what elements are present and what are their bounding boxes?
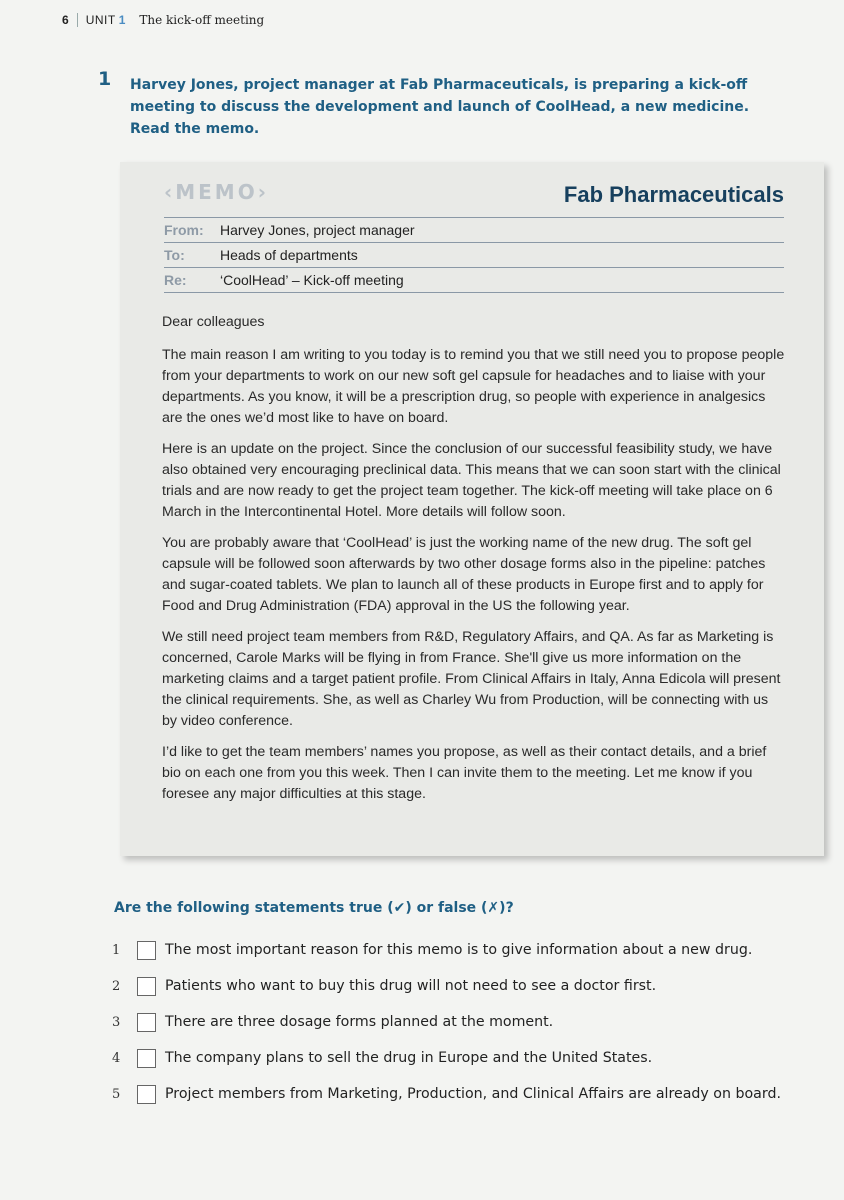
statement-text: There are three dosage forms planned at the moment. (165, 1014, 554, 1030)
unit-number: 1 (118, 13, 126, 27)
exercise-1-number: 1 (98, 68, 112, 90)
answer-checkbox[interactable] (137, 1013, 156, 1032)
memo-paragraph: You are probably aware that ‘CoolHead’ is just the working name of the new drug. The soft gel capsule will be followed soon afterwards by two other dosage forms also in the pipeline: patches and sugar-coated tablets. We plan to launch all of these products in Europe first and to apply for Food and Drug Administration (FDA) approval in the US the following year. (162, 535, 766, 614)
statement-text: The most important reason for this memo is to give information about a new drug. (165, 942, 753, 958)
memo-to-row (164, 242, 784, 267)
answer-checkbox[interactable] (137, 977, 156, 996)
statement-number: 2 (112, 978, 121, 994)
memo-label: ‹MEMO› (164, 180, 269, 204)
memo-paragraph: I’d like to get the team members’ names you propose, as well as their contact details, and a brief bio on each one from you this week. Then I can invite them to the meeting. Let me know if you foresee any major difficulties at this stage. (162, 744, 767, 802)
statement-item (112, 968, 792, 1004)
memo-re-row (164, 267, 784, 293)
statement-item (112, 1040, 792, 1076)
statement-item (112, 1004, 792, 1040)
memo-from-row (164, 217, 784, 242)
statement-number: 4 (112, 1050, 121, 1066)
memo-paragraph: We still need project team members from R&D, Regulatory Affairs, and QA. As far as Marketing is concerned, Carole Marks will be flying in from France. She'll give us more information on the marketing claims and a target patient profile. From Clinical Affairs in Italy, Anna Edicola will present the clinical requirements. She, as well as Charley Wu from Production, will be connecting with us by video conference. (162, 629, 781, 729)
page-header (62, 13, 264, 27)
memo-field-value: Harvey Jones, project manager (220, 222, 415, 238)
statement-text: The company plans to sell the drug in Europe and the United States. (165, 1050, 653, 1066)
memo-paragraph: The main reason I am writing to you today is to remind you that we still need you to propose people from your departments to work on our new soft gel capsule for headaches and to liaise with your departments. As you know, it will be a prescription drug, so people with experience in analgesics are the ones we’d most like to have on board. (162, 347, 785, 426)
statement-number: 5 (112, 1086, 121, 1102)
page-number: 6 (62, 13, 69, 27)
answer-checkbox[interactable] (137, 1049, 156, 1068)
memo-body (162, 312, 787, 815)
unit-title: The kick-off meeting (139, 13, 265, 27)
exercise-2-instruction: Are the following statements true (✔) or false (✗)? (114, 900, 514, 916)
answer-checkbox[interactable] (137, 1085, 156, 1104)
statement-item (112, 932, 792, 968)
unit-label: UNIT (85, 13, 116, 27)
memo-field-label: To: (164, 247, 185, 263)
header-divider (77, 13, 78, 27)
memo-card (120, 162, 824, 856)
memo-field-value: ‘CoolHead’ – Kick-off meeting (220, 272, 404, 288)
statement-text: Project members from Marketing, Production, and Clinical Affairs are already on board. (165, 1086, 781, 1102)
statement-number: 3 (112, 1014, 121, 1030)
company-name: Fab Pharmaceuticals (563, 182, 784, 207)
statement-text: Patients who want to buy this drug will not need to see a doctor first. (165, 978, 657, 994)
answer-checkbox[interactable] (137, 941, 156, 960)
memo-header-fields (164, 217, 784, 293)
statement-number: 1 (112, 942, 121, 958)
memo-greeting: Dear colleagues (162, 314, 265, 330)
exercise-1-instruction: Harvey Jones, project manager at Fab Pharmaceuticals, is preparing a kick-off meeting to discuss the development and launch of CoolHead, a new medicine. Read the memo. (130, 77, 750, 137)
statement-list (112, 932, 792, 1112)
statement-item (112, 1076, 792, 1112)
memo-field-value: Heads of departments (220, 247, 358, 263)
memo-paragraph: Here is an update on the project. Since the conclusion of our successful feasibility study, we have also obtained very encouraging preclinical data. This means that we can soon start with the clinical trials and are now ready to get the project team together. The kick-off meeting will take place on 6 March in the Intercontinental Hotel. More details will follow soon. (162, 441, 781, 520)
memo-field-label: Re: (164, 272, 187, 288)
memo-field-label: From: (164, 222, 204, 238)
